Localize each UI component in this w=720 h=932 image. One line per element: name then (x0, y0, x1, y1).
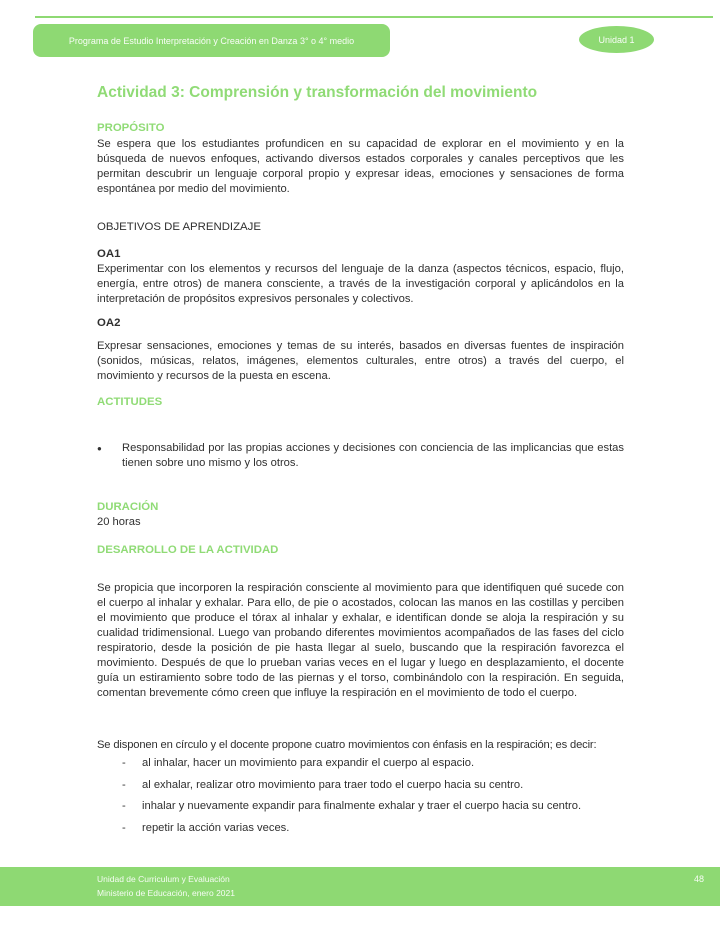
actitudes-item-text: Responsabilidad por las propias acciones y decisiones con conciencia de las implicancias que estas tienen sobre uno mismo y los otros. (122, 442, 624, 469)
list-item (97, 821, 624, 836)
page-number: 48 (693, 874, 704, 884)
desarrollo-paragraph-1: Se propicia que incorporen la respiración consciente al movimiento para que identifiquen qué sucede con el cuerpo al inhalar y exhalar. Para ello, de pie o acostados, colocan las manos en las costillas y perciben el movimiento que produce el tórax al inhalar y exhalar, e identifican donde se aloja la respiración y su cualidad tridimensional. Luego van probando diferentes movimientos acompañados de las fases del ciclo respiratorio, desde la posición de pie hasta llegar al suelo, buscando que la respiración favorezca el movimiento. Después de que lo prueban varias veces en el lugar y luego en desplazamiento, el docente guía un estiramiento sobre todo de las piernas y el torso, combinándolo con la respiración. En seguida, comentan brevemente cómo creen que influye la respiración en el movimiento de todo el cuerpo. (97, 582, 624, 699)
desarrollo-paragraph-2-intro: Se disponen en círculo y el docente propone cuatro movimientos con énfasis en la respiración; es decir: (97, 739, 597, 751)
section-heading-objetivos: OBJETIVOS DE APRENDIZAJE (97, 221, 261, 233)
section-heading-duracion: DURACIÓN (97, 501, 159, 513)
proposito-paragraph: Se espera que los estudiantes profundicen en su capacidad de explorar en el movimiento y en la búsqueda de nuevos enfoques, activando diversos estados corporales y canales perceptivos que les permitan descubrir un lenguaje corporal propio y expresar ideas, emociones y sensaciones de forma espontánea por medio del movimiento. (97, 138, 624, 195)
list-item (97, 756, 624, 771)
list-item-text: inhalar y nuevamente expandir para finalmente exhalar y traer el cuerpo hacia su centro. (142, 800, 582, 812)
header-rule (35, 16, 713, 18)
unit-badge (579, 26, 654, 53)
oa2-paragraph: Expresar sensaciones, emociones y temas de su interés, basados en diversas fuentes de inspiración (sonidos, músicas, relatos, imágenes, elementos culturales, entre otros) a través del cuerpo, el movimiento y recursos de la puesta en escena. (97, 340, 624, 382)
list-item (97, 799, 624, 814)
list-item-text: al exhalar, realizar otro movimiento para traer todo el cuerpo hacia su centro. (142, 778, 524, 791)
section-heading-actitudes: ACTITUDES (97, 396, 163, 408)
program-title-text: Programa de Estudio Interpretación y Creación en Danza 3° o 4° medio (68, 35, 355, 46)
unit-badge-text: Unidad 1 (598, 34, 635, 45)
footer-credits (97, 873, 235, 900)
dash-icon: - (122, 821, 126, 834)
duracion-value: 20 horas (97, 516, 141, 528)
list-item-text: al inhalar, hacer un movimiento para expandir el cuerpo al espacio. (142, 757, 475, 769)
program-title-badge (33, 24, 390, 57)
bullet-icon: ● (97, 444, 102, 453)
dash-icon: - (122, 757, 126, 769)
oa2-label: OA2 (97, 317, 121, 329)
section-heading-proposito: PROPÓSITO (97, 122, 165, 134)
footer-line-1: Unidad de Curriculum y Evaluación (97, 874, 230, 884)
dash-icon: - (122, 800, 126, 812)
footer-line-2: Ministerio de Educación, enero 2021 (97, 887, 235, 898)
dash-icon: - (122, 778, 126, 791)
activity-title: Actividad 3: Comprensión y transformación del movimiento (97, 84, 538, 101)
oa1-paragraph: Experimentar con los elementos y recursos del lenguaje de la danza (aspectos técnicos, espacio, flujo, energía, entre otros) de manera consciente, a través de la investigación corporal y aplicándolos en la interpretación de propósitos expresivos personales y colectivos. (97, 263, 624, 305)
section-heading-desarrollo: DESARROLLO DE LA ACTIVIDAD (97, 544, 279, 556)
page-footer (0, 867, 720, 906)
actitudes-list-item (97, 441, 624, 471)
list-item-text: repetir la acción varias veces. (142, 821, 290, 834)
oa1-label: OA1 (97, 248, 121, 260)
movement-list (97, 756, 624, 842)
list-item (97, 778, 624, 793)
